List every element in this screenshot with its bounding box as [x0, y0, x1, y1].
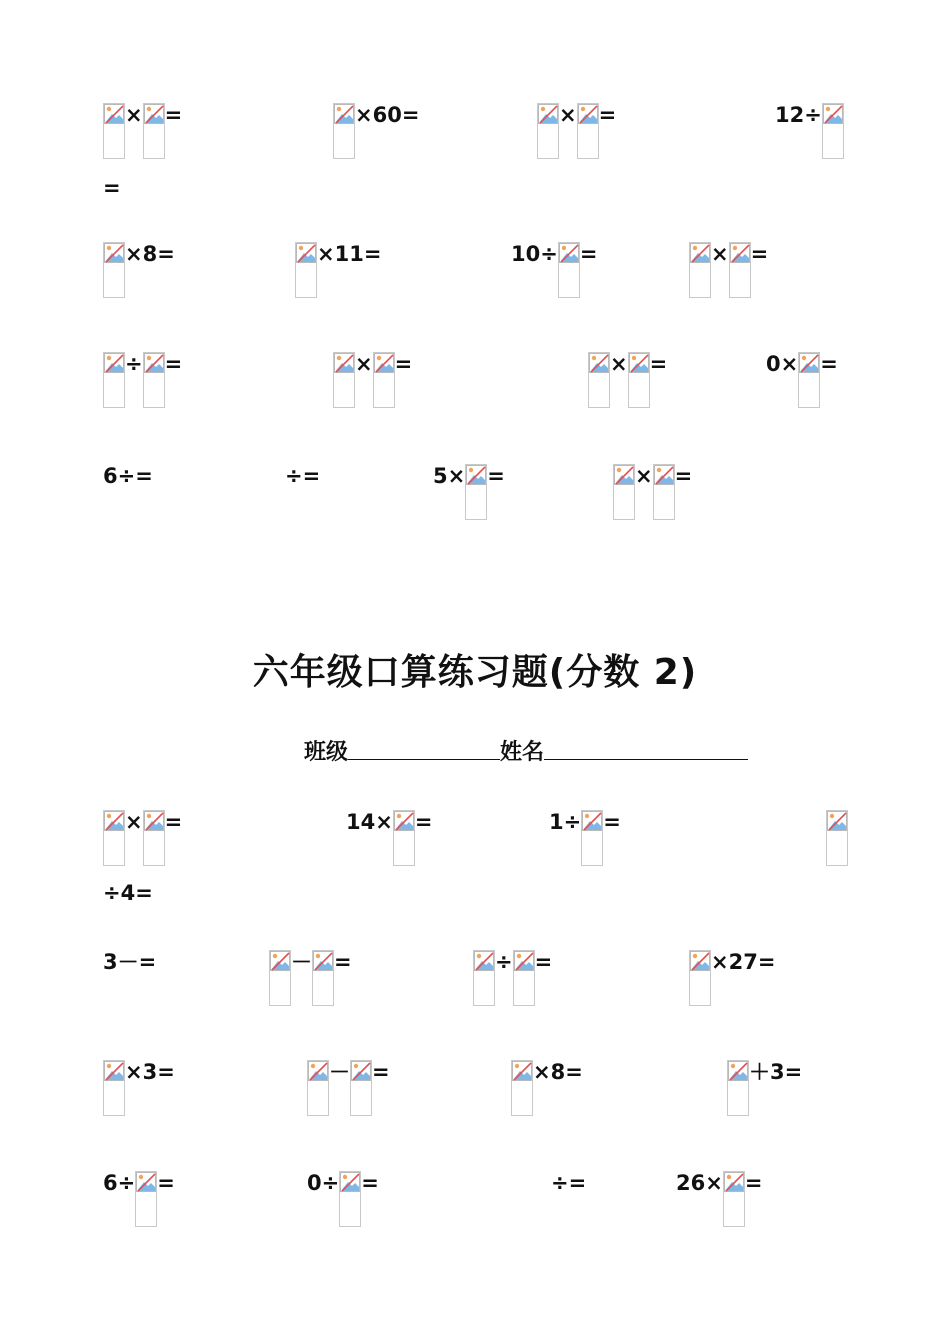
- problem-text: =: [334, 950, 352, 974]
- broken-image-icon: [308, 1061, 328, 1081]
- problem-p13: [103, 464, 153, 488]
- broken-image-icon: [538, 104, 558, 124]
- problem-text: ×: [355, 352, 373, 376]
- broken-image-icon: [144, 353, 164, 373]
- problem-text: =: [598, 103, 617, 127]
- fraction-image-placeholder: [103, 1060, 125, 1116]
- broken-image-icon: [466, 465, 486, 485]
- problem-q2: [346, 810, 432, 866]
- problem-text: ×8=: [125, 242, 175, 266]
- broken-image-icon: [340, 1172, 360, 1192]
- fraction-image-placeholder: [689, 242, 711, 298]
- fraction-image-placeholder: [653, 464, 675, 520]
- problem-text: =: [164, 810, 183, 834]
- fraction-image-placeholder: [723, 1171, 745, 1227]
- problem-text: 14×: [346, 810, 393, 834]
- problem-p16: [613, 464, 692, 520]
- broken-image-icon: [827, 811, 847, 831]
- problem-text: ×: [610, 352, 628, 376]
- broken-image-icon: [589, 353, 609, 373]
- broken-image-icon: [104, 811, 124, 831]
- broken-image-icon: [104, 104, 124, 124]
- broken-image-icon: [474, 951, 494, 971]
- problem-text: =: [487, 464, 505, 488]
- problem-p3: [537, 103, 616, 159]
- problem-p2: [333, 103, 419, 159]
- student-info: [304, 735, 748, 766]
- fraction-image-placeholder: [511, 1060, 533, 1116]
- problem-text: =: [820, 352, 838, 376]
- problem-text: ÷=: [551, 1171, 587, 1195]
- problem-p4b: [103, 176, 121, 200]
- problem-q8: [689, 950, 775, 1006]
- fraction-image-placeholder: [826, 810, 848, 866]
- fraction-image-placeholder: [103, 352, 125, 408]
- name-blank[interactable]: [544, 735, 748, 760]
- fraction-image-placeholder: [103, 810, 125, 866]
- problem-text: =: [164, 103, 183, 127]
- problem-text: =: [750, 242, 769, 266]
- broken-image-icon: [144, 811, 164, 831]
- fraction-image-placeholder: [103, 242, 125, 298]
- problem-p11: [588, 352, 667, 408]
- problem-q13: [103, 1171, 175, 1227]
- fraction-image-placeholder: [727, 1060, 749, 1116]
- problem-q14: [307, 1171, 379, 1227]
- problem-text: 0÷: [307, 1171, 340, 1195]
- problem-text: =: [103, 176, 121, 200]
- fraction-image-placeholder: [339, 1171, 361, 1227]
- fraction-image-placeholder: [628, 352, 650, 408]
- fraction-image-placeholder: [333, 103, 355, 159]
- problem-text: ×8=: [533, 1060, 583, 1084]
- class-blank[interactable]: [348, 735, 500, 760]
- broken-image-icon: [104, 1061, 124, 1081]
- fraction-image-placeholder: [307, 1060, 329, 1116]
- broken-image-icon: [104, 243, 124, 263]
- fraction-image-placeholder: [689, 950, 711, 1006]
- broken-image-icon: [512, 1061, 532, 1081]
- problem-text: －: [291, 950, 312, 974]
- problem-p14: [285, 464, 320, 488]
- broken-image-icon: [614, 465, 634, 485]
- problem-q11: [511, 1060, 583, 1116]
- problem-text: 12÷: [775, 103, 822, 127]
- fraction-image-placeholder: [558, 242, 580, 298]
- fraction-image-placeholder: [613, 464, 635, 520]
- problem-text: 26×: [676, 1171, 723, 1195]
- class-label: 班级: [304, 740, 349, 765]
- problem-p15: [433, 464, 505, 520]
- broken-image-icon: [514, 951, 534, 971]
- problem-text: =: [674, 464, 693, 488]
- problem-q9: [103, 1060, 175, 1116]
- problem-text: ÷4=: [103, 881, 153, 905]
- problem-q6: [269, 950, 352, 1006]
- fraction-image-placeholder: [465, 464, 487, 520]
- problem-text: =: [361, 1171, 379, 1195]
- problem-text: ×27=: [711, 950, 776, 974]
- problem-text: =: [649, 352, 668, 376]
- problem-text: ×11=: [317, 242, 382, 266]
- problem-text: 0×: [766, 352, 799, 376]
- fraction-image-placeholder: [135, 1171, 157, 1227]
- broken-image-icon: [690, 243, 710, 263]
- problem-text: ÷: [125, 352, 143, 376]
- broken-image-icon: [728, 1061, 748, 1081]
- problem-text: =: [164, 352, 183, 376]
- fraction-image-placeholder: [333, 352, 355, 408]
- fraction-image-placeholder: [312, 950, 334, 1006]
- problem-text: ×: [125, 103, 143, 127]
- problem-p4: [775, 103, 844, 159]
- fraction-image-placeholder: [143, 352, 165, 408]
- broken-image-icon: [136, 1172, 156, 1192]
- problem-text: ÷: [495, 950, 513, 974]
- problem-text: ×: [125, 810, 143, 834]
- problem-q16: [676, 1171, 762, 1227]
- fraction-image-placeholder: [822, 103, 844, 159]
- fraction-image-placeholder: [513, 950, 535, 1006]
- broken-image-icon: [104, 353, 124, 373]
- problem-text: ×: [559, 103, 577, 127]
- problem-p10: [333, 352, 412, 408]
- fraction-image-placeholder: [295, 242, 317, 298]
- broken-image-icon: [313, 951, 333, 971]
- fraction-image-placeholder: [143, 103, 165, 159]
- fraction-image-placeholder: [729, 242, 751, 298]
- problem-q4b: [103, 881, 153, 905]
- problem-text: 5×: [433, 464, 466, 488]
- broken-image-icon: [582, 811, 602, 831]
- name-label: 姓名: [500, 740, 545, 765]
- problem-text: =: [157, 1171, 175, 1195]
- broken-image-icon: [394, 811, 414, 831]
- problem-q4: [826, 810, 848, 866]
- broken-image-icon: [629, 353, 649, 373]
- problem-q7: [473, 950, 552, 1006]
- broken-image-icon: [654, 465, 674, 485]
- broken-image-icon: [690, 951, 710, 971]
- broken-image-icon: [799, 353, 819, 373]
- broken-image-icon: [730, 243, 750, 263]
- problem-text: ×60=: [355, 103, 420, 127]
- problem-text: ×3=: [125, 1060, 175, 1084]
- problem-text: 6÷=: [103, 464, 153, 488]
- broken-image-icon: [351, 1061, 371, 1081]
- problem-text: =: [372, 1060, 390, 1084]
- fraction-image-placeholder: [350, 1060, 372, 1116]
- fraction-image-placeholder: [588, 352, 610, 408]
- problem-q15: [551, 1171, 586, 1195]
- problem-q5: [103, 950, 156, 974]
- broken-image-icon: [724, 1172, 744, 1192]
- problem-text: ÷=: [285, 464, 321, 488]
- broken-image-icon: [334, 104, 354, 124]
- fraction-image-placeholder: [577, 103, 599, 159]
- broken-image-icon: [334, 353, 354, 373]
- broken-image-icon: [374, 353, 394, 373]
- broken-image-icon: [144, 104, 164, 124]
- problem-text: ×: [635, 464, 653, 488]
- problem-text: =: [394, 352, 413, 376]
- problem-text: 1÷: [549, 810, 582, 834]
- problem-text: 10÷: [511, 242, 558, 266]
- fraction-image-placeholder: [798, 352, 820, 408]
- problem-text: ×: [711, 242, 729, 266]
- fraction-image-placeholder: [393, 810, 415, 866]
- broken-image-icon: [559, 243, 579, 263]
- problem-p6: [295, 242, 381, 298]
- worksheet-title: 六年级口算练习题(分数 2): [252, 652, 698, 693]
- problem-p8: [689, 242, 768, 298]
- broken-image-icon: [270, 951, 290, 971]
- broken-image-icon: [296, 243, 316, 263]
- fraction-image-placeholder: [269, 950, 291, 1006]
- problem-text: =: [603, 810, 621, 834]
- fraction-image-placeholder: [473, 950, 495, 1006]
- problem-text: =: [744, 1171, 763, 1195]
- problem-text: =: [579, 242, 598, 266]
- fraction-image-placeholder: [373, 352, 395, 408]
- broken-image-icon: [823, 104, 843, 124]
- problem-p12: [766, 352, 838, 408]
- fraction-image-placeholder: [537, 103, 559, 159]
- problem-p7: [511, 242, 597, 298]
- problem-text: =: [414, 810, 433, 834]
- problem-p5: [103, 242, 175, 298]
- fraction-image-placeholder: [581, 810, 603, 866]
- broken-image-icon: [578, 104, 598, 124]
- problem-text: ＋3=: [749, 1060, 803, 1084]
- problem-p1: [103, 103, 182, 159]
- fraction-image-placeholder: [103, 103, 125, 159]
- problem-text: －: [329, 1060, 350, 1084]
- problem-text: 6÷: [103, 1171, 136, 1195]
- problem-p9: [103, 352, 182, 408]
- fraction-image-placeholder: [143, 810, 165, 866]
- problem-q3: [549, 810, 621, 866]
- problem-q10: [307, 1060, 390, 1116]
- problem-text: 3－=: [103, 950, 157, 974]
- problem-q12: [727, 1060, 802, 1116]
- problem-q1: [103, 810, 182, 866]
- problem-text: =: [534, 950, 553, 974]
